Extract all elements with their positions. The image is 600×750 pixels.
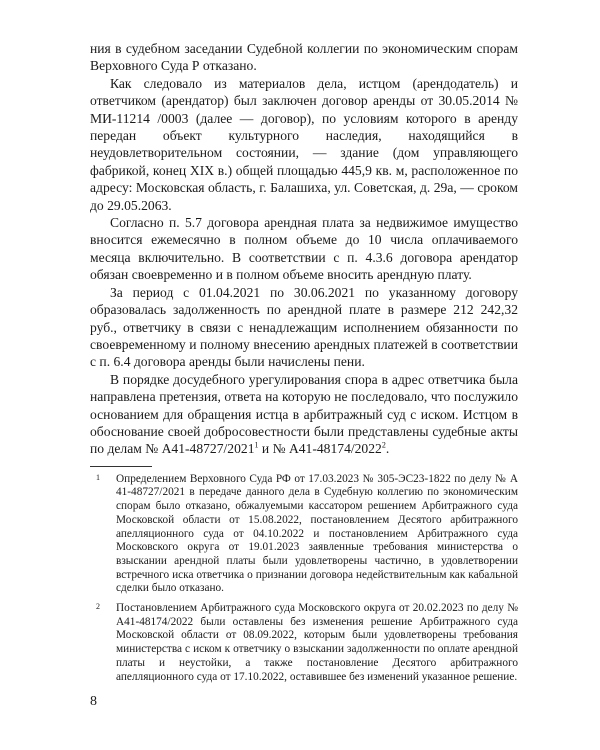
footnote-1-mark: 1 xyxy=(96,472,100,482)
paragraph-debt: За период с 01.04.2021 по 30.06.2021 по указанному договору образовалась задолженность по арендной плате в размере 212 242,32 руб., ответчику в связи с ненадлежащим исполнением обязанности по своевременному и полному внесению арендных платежей в соответствии с п. 6.4 договора аренды были начислены пени. xyxy=(90,284,518,370)
paragraph-lease-agreement: Как следовало из материалов дела, истцом (арендодатель) и ответчиком (арендатор) был заключен договор аренды от 30.05.2014 № МИ-11214 /0003 (далее — договор), по условиям которого в аренду передан объект культурного наследия, находящийся в неудовлетворительном состоянии, — здание (дом управляющего фабрикой, конец XIX в.) общей площадью 445,9 кв. м, расположенное по адресу: Московская область, г. Балашиха, ул. Советская, д. 29а, — сроком до 29.05.2063. xyxy=(90,75,518,213)
paragraph-pretrial xyxy=(90,371,518,458)
footnote-separator xyxy=(90,466,152,467)
footnote-2 xyxy=(90,602,518,684)
page-body xyxy=(90,40,518,690)
paragraph-pretrial-end: . xyxy=(385,441,390,457)
paragraph-rent-terms: Согласно п. 5.7 договора арендная плата за недвижимое имущество вносится ежемесячно в полном объеме до 10 числа оплачиваемого месяца включительно. В соответствии с п. 4.3.6 договора арендатор обязан своевременно и в полном объеме вносить арендную плату. xyxy=(90,215,518,283)
paragraph-pretrial-text: В порядке досудебного урегулирования спора в адрес ответчика была направлена претензия, ответа на которую не последовало, что послужило основанием для обращения истца в арбитражный суд с иском. Истцом в обоснование своей добросовестности были представлены судебные акты по делам № А41-48727/2021 xyxy=(90,371,518,457)
footnote-ref-1[interactable]: 1 xyxy=(254,440,259,450)
footnote-1-text: Определением Верховного Суда РФ от 17.03.2023 № 305-ЭС23-1822 по делу № А 41-48727/2021 в передаче данного дела в Судебную коллегию по экономическим спорам было отказано, обжалуемыми кассатором решением Арбитражного суда Московской области от 15.08.2022, постановлением Десятого арбитражного апелляционного суда от 04.10.2022 и постановлением Арбитражного суда Московского округа от 19.01.2023 заявленные требования министерства о взыскании арендной платы были удовлетворены частично, в удовлетворении встречного иска ответчика о признании договора недействительным как кабальной сделки было отказано. xyxy=(116,472,518,595)
page-number: 8 xyxy=(90,694,97,709)
paragraph-continuation: ния в судебном заседании Судебной коллегии по экономическим спорам Верховного Суда Р отказано. xyxy=(90,41,518,74)
footnote-1 xyxy=(90,473,518,596)
paragraph-pretrial-middle: и № А41-48174/2022 xyxy=(258,441,382,457)
footnote-ref-2[interactable]: 2 xyxy=(381,440,386,450)
footnote-2-mark: 2 xyxy=(96,602,100,612)
footnote-2-text: Постановлением Арбитражного суда Московского округа от 20.02.2023 по делу № А41-48174/2022 были оставлены без изменения решение Арбитражного суда Московской области от 08.09.2022, которым были удовлетворены требования министерства с иском к ответчику о взыскании задолженности по оплате арендной платы и неустойки, а также постановление Десятого арбитражного апелляционного суда от 17.10.2022, оставившее без изменений указанное решение. xyxy=(116,602,518,683)
